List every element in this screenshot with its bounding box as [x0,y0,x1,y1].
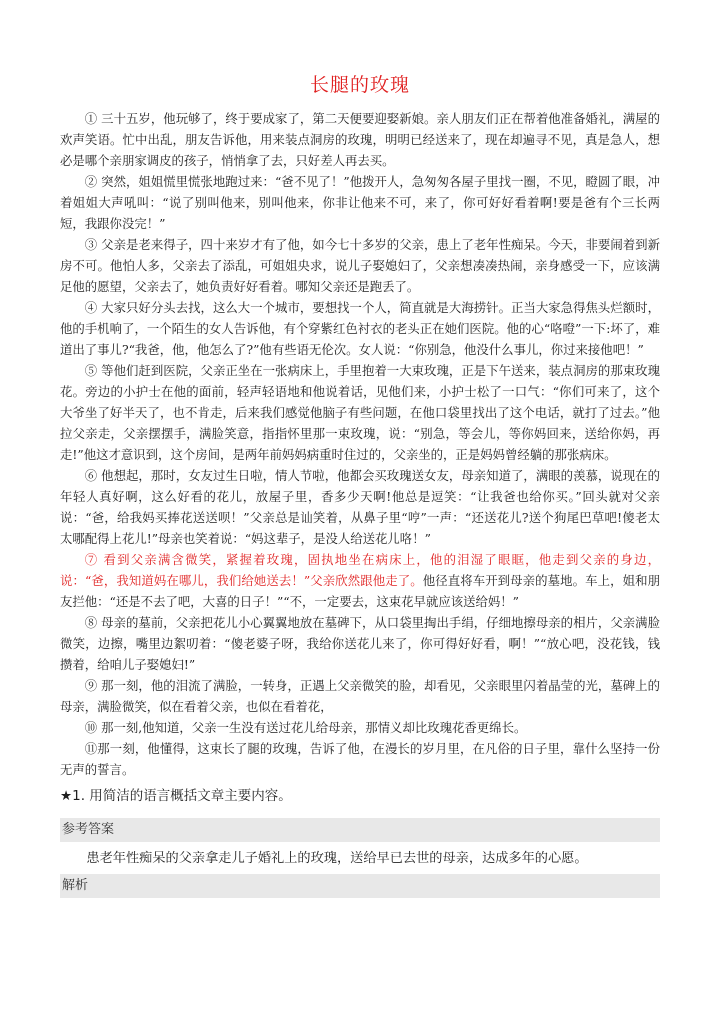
paragraph-4: ④ 大家只好分头去找，这么大一个城市，要想找一个人，简直就是大海捞针。正当大家急得焦头烂额时，他的手机响了，一个陌生的女人告诉他，有个穿紫红色衬衣的老头正在她们医院。他的心“咯噔”一下:坏了，难道出了事儿?“我爸，他，他怎么了?”他有些语无伦次。女人说：“你别急，他没什么事儿，你过来接他吧！” [60,300,660,357]
paragraph-2: ② 突然，姐姐慌里慌张地跑过来：“爸不见了！”他拨开人，急匆匆各屋子里找一圈，不见，瞪圆了眼，冲着姐姐大声吼叫：“说了别叫他来，别叫他来，你非让他来不可，来了，你可好好看着啊!要是爸有个三长两短，我跟你没完！” [60,174,660,231]
paragraph-5: ⑤ 等他们赶到医院，父亲正坐在一张病床上，手里抱着一大束玫瑰，正是下午送来，装点洞房的那束玫瑰花。旁边的小护士在他的面前，轻声轻语地和他说着话，见他们来，小护士松了一口气：“你们可来了，这个大爷坐了好半天了，也不肯走，后来我们感觉他脑子有些问题，在他口袋里找出了这个电话，就打了过去。”他拉父亲走，父亲摆摆手，满脸笑意，指指怀里那一束玫瑰，说：“别急，等会儿，等你妈回来，送给你妈，再走!”他这才意识到，这个房间，是两年前妈妈病重时住过的，父亲坐的，正是妈妈曾经躺的那张病床。 [60,363,660,462]
question-1: ★1. 用简洁的语言概括文章主要内容。 [60,788,292,804]
paragraph-8: ⑧ 母亲的墓前，父亲把花儿小心翼翼地放在墓碑下，从口袋里掏出手绢，仔细地擦母亲的相片，父亲满脸微笑，边擦，嘴里边絮叨着：“傻老婆子呀，我给你送花儿来了，你可得好好看，啊！”“放心吧，没花钱，钱攒着，给咱儿子娶媳妇!” [60,615,660,672]
paragraph-9: ⑨ 那一刻，他的泪流了满脸，一转身，正遇上父亲微笑的脸，却看见，父亲眼里闪着晶莹的光，墓碑上的母亲，满脸微笑，似在看着父亲，也似在看着花， [60,678,660,714]
paragraph-3: ③ 父亲是老来得子，四十来岁才有了他，如今七十多岁的父亲，患上了老年性痴呆。今天，非要闹着到新房不可。他怕人多，父亲去了添乱，可姐姐央求，说儿子娶媳妇了，父亲想凑凑热闹，亲身感受一下，应该满足他的愿望，父亲去了，她负责好好看着。哪知父亲还是跑丢了。 [60,237,660,294]
paragraph-11: ⑪那一刻，他懂得，这束长了腿的玫瑰，告诉了他，在漫长的岁月里，在凡俗的日子里，靠什么坚持一份无声的誓言。 [60,741,660,777]
paragraph-7 [60,549,660,612]
answer-header: 参考答案 [60,818,660,842]
document-page [60,72,660,898]
paragraph-1: ① 三十五岁，他玩够了，终于要成家了，第二天便要迎娶新娘。亲人朋友们正在帮着他准备婚礼，满屋的欢声笑语。忙中出乱，朋友告诉他，用来装点洞房的玫瑰，明明已经送来了，现在却遍寻不见，真是急人，想必是哪个亲朋家调皮的孩子，悄悄拿了去，只好差人再去买。 [60,111,660,168]
paragraph-7-rest: 他径直将车开到母亲的墓地。车上，姐和朋友拦他：“还是不去了吧，大喜的日子！”“不，一定要去，这束花早就应该送给妈！” [60,573,661,609]
paragraph-6: ⑥ 他想起，那时，女友过生日啦，情人节啦，他都会买玫瑰送女友，母亲知道了，满眼的羡慕，说现在的年轻人真好啊，这么好看的花儿，放屋子里，香多少天啊!他总是逗笑：“让我爸也给你买。”回头就对父亲说：“爸，给我妈买捧花送送呗！”父亲总是讪笑着，从鼻子里“哼”一声：“还送花儿?送个狗尾巴草吧!傻老太太哪配得上花儿!”母亲也笑着说：“妈这辈子，是没人给送花儿咯！” [60,468,660,546]
paragraph-10: ⑩ 那一刻,他知道，父亲一生没有送过花儿给母亲，那情义却比玫瑰花香更绵长。 [84,720,527,735]
analysis-header: 解析 [60,874,660,898]
article-title: 长腿的玫瑰 [309,74,410,96]
article-body [60,108,660,780]
answer-text: 患老年性痴呆的父亲拿走儿子婚礼上的玫瑰，送给早已去世的母亲，达成多年的心愿。 [86,851,588,866]
paragraph-7-highlight: ⑦ 看到父亲满含微笑，紧握着玫瑰，固执地坐在病床上，他的泪湿了眼眶，他走到父亲的身边，说：“爸，我知道妈在哪儿，我们给她送去！”父亲欣然跟他走了。 [60,552,660,588]
